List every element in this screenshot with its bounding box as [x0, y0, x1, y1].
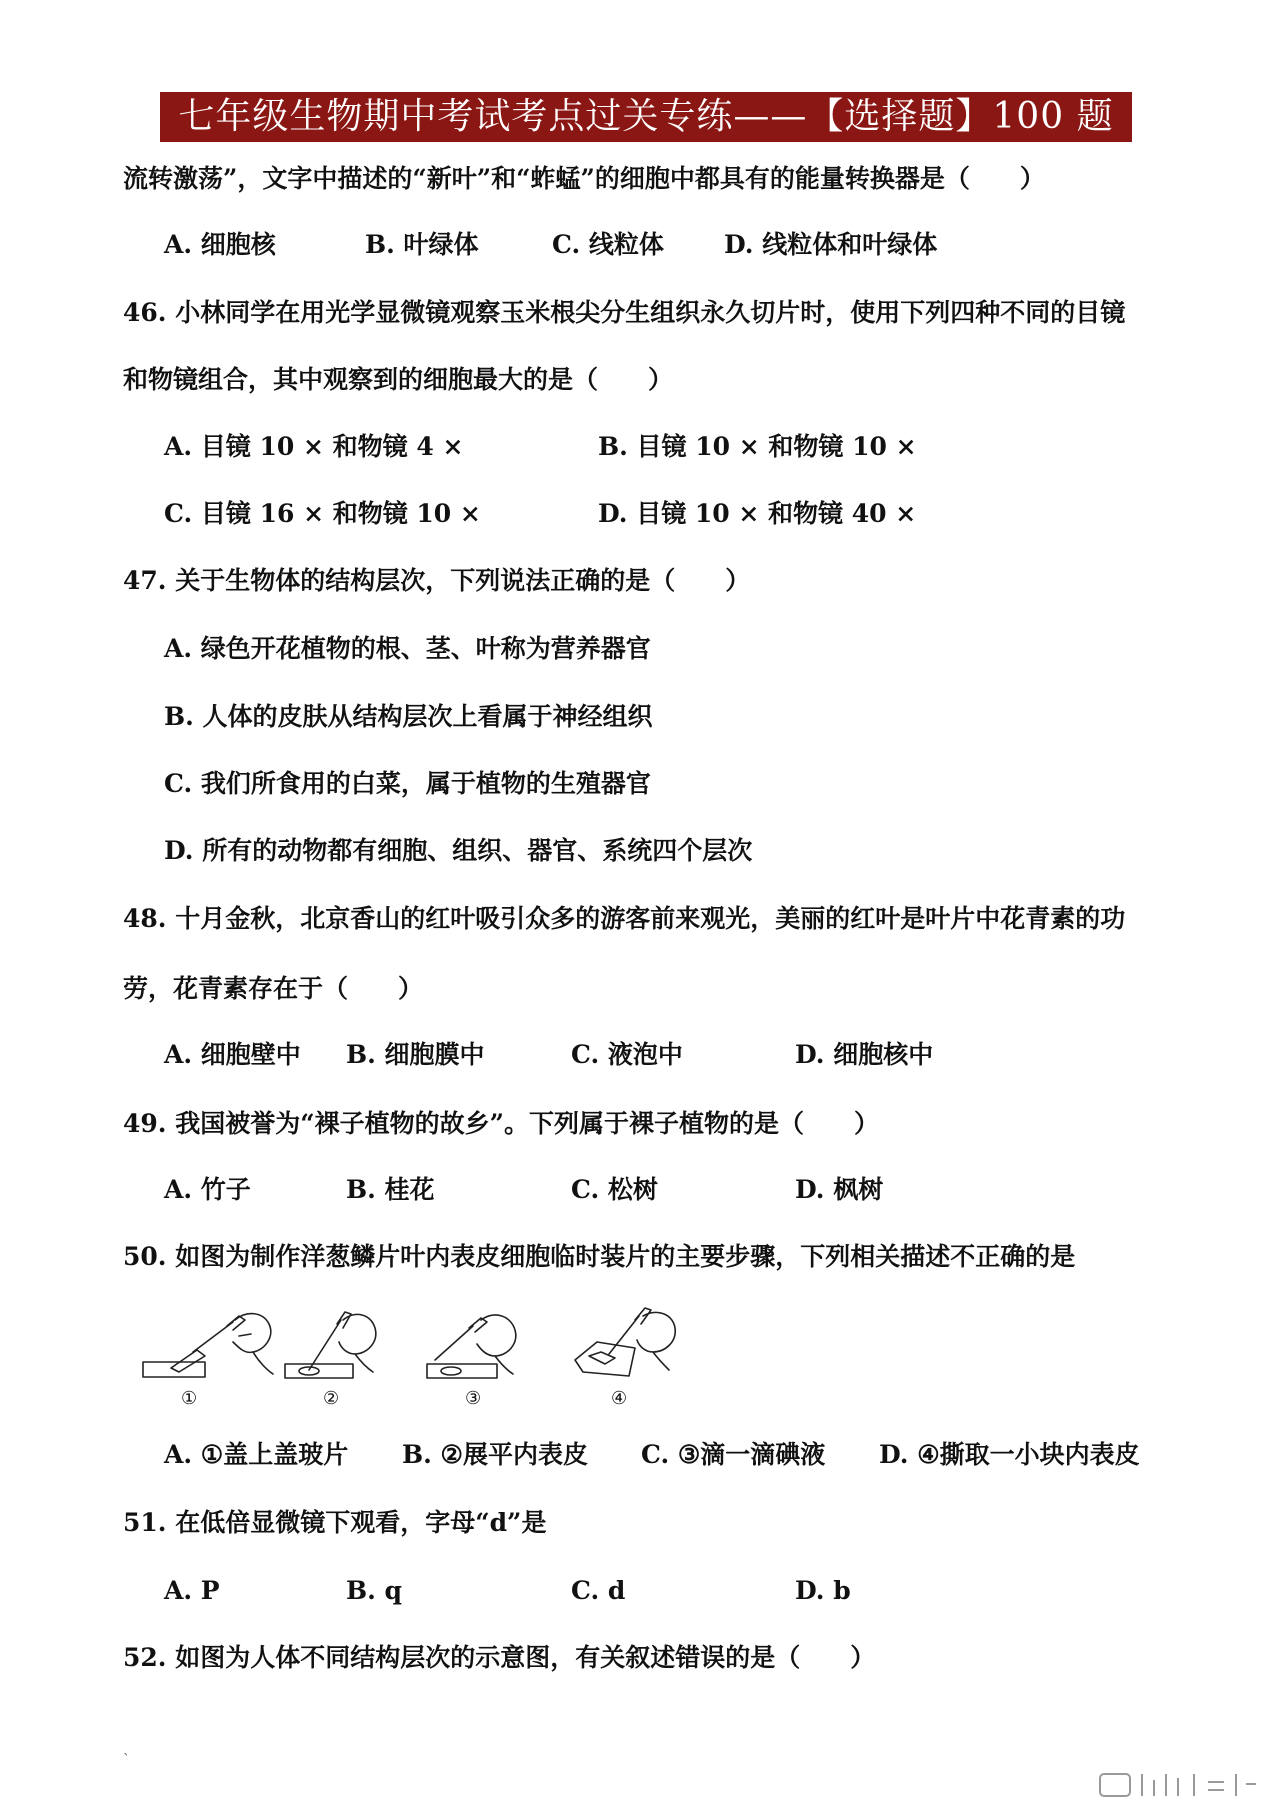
q51-stem: 51. 在低倍显微镜下观看，字母“d”是 — [123, 1508, 547, 1537]
step4-drawing — [575, 1308, 675, 1376]
slide-preparation-figure — [135, 1298, 755, 1416]
q47-option-c: C. 我们所食用的白菜，属于植物的生殖器官 — [164, 769, 651, 798]
q51-option-b: B. q — [346, 1576, 403, 1605]
q51-option-c: C. d — [571, 1576, 626, 1605]
q49-option-c: C. 松树 — [571, 1175, 658, 1204]
q49-option-d: D. 枫树 — [795, 1175, 884, 1204]
q46-option-a: A. 目镜 10 × 和物镜 4 × — [164, 432, 464, 461]
q50-option-b: B. ②展平内表皮 — [402, 1440, 588, 1469]
page-title: 七年级生物期中考试考点过关专练——【选择题】100 题 — [160, 92, 1132, 142]
q49-stem: 49. 我国被誉为“裸子植物的故乡”。下列属于裸子植物的是（ ） — [123, 1109, 879, 1138]
stray-mark: ` — [123, 1752, 130, 1768]
q45-option-a: A. 细胞核 — [164, 230, 276, 259]
watermark-logo-icon — [1098, 1770, 1258, 1800]
q46-stem-line1: 46. 小林同学在用光学显微镜观察玉米根尖分生组织永久切片时，使用下列四种不同的目镜 — [123, 298, 1126, 327]
q49-option-a: A. 竹子 — [164, 1175, 251, 1204]
figure-label-4: ④ — [611, 1388, 628, 1409]
q45-option-b: B. 叶绿体 — [365, 230, 479, 259]
figure-label-2: ② — [323, 1388, 340, 1409]
figure-label-1: ① — [181, 1388, 198, 1409]
q47-option-a: A. 绿色开花植物的根、茎、叶称为营养器官 — [164, 634, 651, 663]
q48-option-c: C. 液泡中 — [571, 1040, 683, 1069]
step2-drawing — [285, 1312, 376, 1378]
step3-drawing — [427, 1315, 516, 1378]
q47-stem: 47. 关于生物体的结构层次，下列说法正确的是（ ） — [123, 566, 751, 595]
step1-drawing — [143, 1314, 273, 1377]
q46-option-c: C. 目镜 16 × 和物镜 10 × — [164, 499, 481, 528]
q51-option-a: A. P — [164, 1576, 220, 1605]
q50-option-d: D. ④撕取一小块内表皮 — [879, 1440, 1140, 1469]
q49-option-b: B. 桂花 — [346, 1175, 435, 1204]
slide-steps-illustration — [135, 1298, 755, 1416]
q46-stem-line2: 和物镜组合，其中观察到的细胞最大的是（ ） — [123, 365, 674, 394]
q51-option-d: D. b — [795, 1576, 851, 1605]
q50-option-c: C. ③滴一滴碘液 — [641, 1440, 826, 1469]
q48-option-d: D. 细胞核中 — [795, 1040, 934, 1069]
q50-stem: 50. 如图为制作洋葱鳞片叶内表皮细胞临时装片的主要步骤，下列相关描述不正确的是 — [123, 1242, 1076, 1271]
q45-option-c: C. 线粒体 — [552, 230, 664, 259]
q50-option-a: A. ①盖上盖玻片 — [164, 1440, 349, 1469]
q47-option-d: D. 所有的动物都有细胞、组织、器官、系统四个层次 — [164, 836, 753, 865]
figure-label-3: ③ — [465, 1388, 482, 1409]
q48-stem-line1: 48. 十月金秋，北京香山的红叶吸引众多的游客前来观光，美丽的红叶是叶片中花青素的功 — [123, 904, 1126, 933]
q48-option-b: B. 细胞膜中 — [346, 1040, 485, 1069]
q48-option-a: A. 细胞壁中 — [164, 1040, 301, 1069]
q52-stem: 52. 如图为人体不同结构层次的示意图，有关叙述错误的是（ ） — [123, 1643, 876, 1672]
q47-option-b: B. 人体的皮肤从结构层次上看属于神经组织 — [164, 702, 653, 731]
q45-stem: 流转激荡”，文字中描述的“新叶”和“蚱蜢”的细胞中都具有的能量转换器是（ ） — [123, 164, 1045, 193]
q45-option-d: D. 线粒体和叶绿体 — [724, 230, 938, 259]
q46-option-d: D. 目镜 10 × 和物镜 40 × — [598, 499, 917, 528]
q48-stem-line2: 劳，花青素存在于（ ） — [123, 974, 424, 1003]
q46-option-b: B. 目镜 10 × 和物镜 10 × — [598, 432, 917, 461]
